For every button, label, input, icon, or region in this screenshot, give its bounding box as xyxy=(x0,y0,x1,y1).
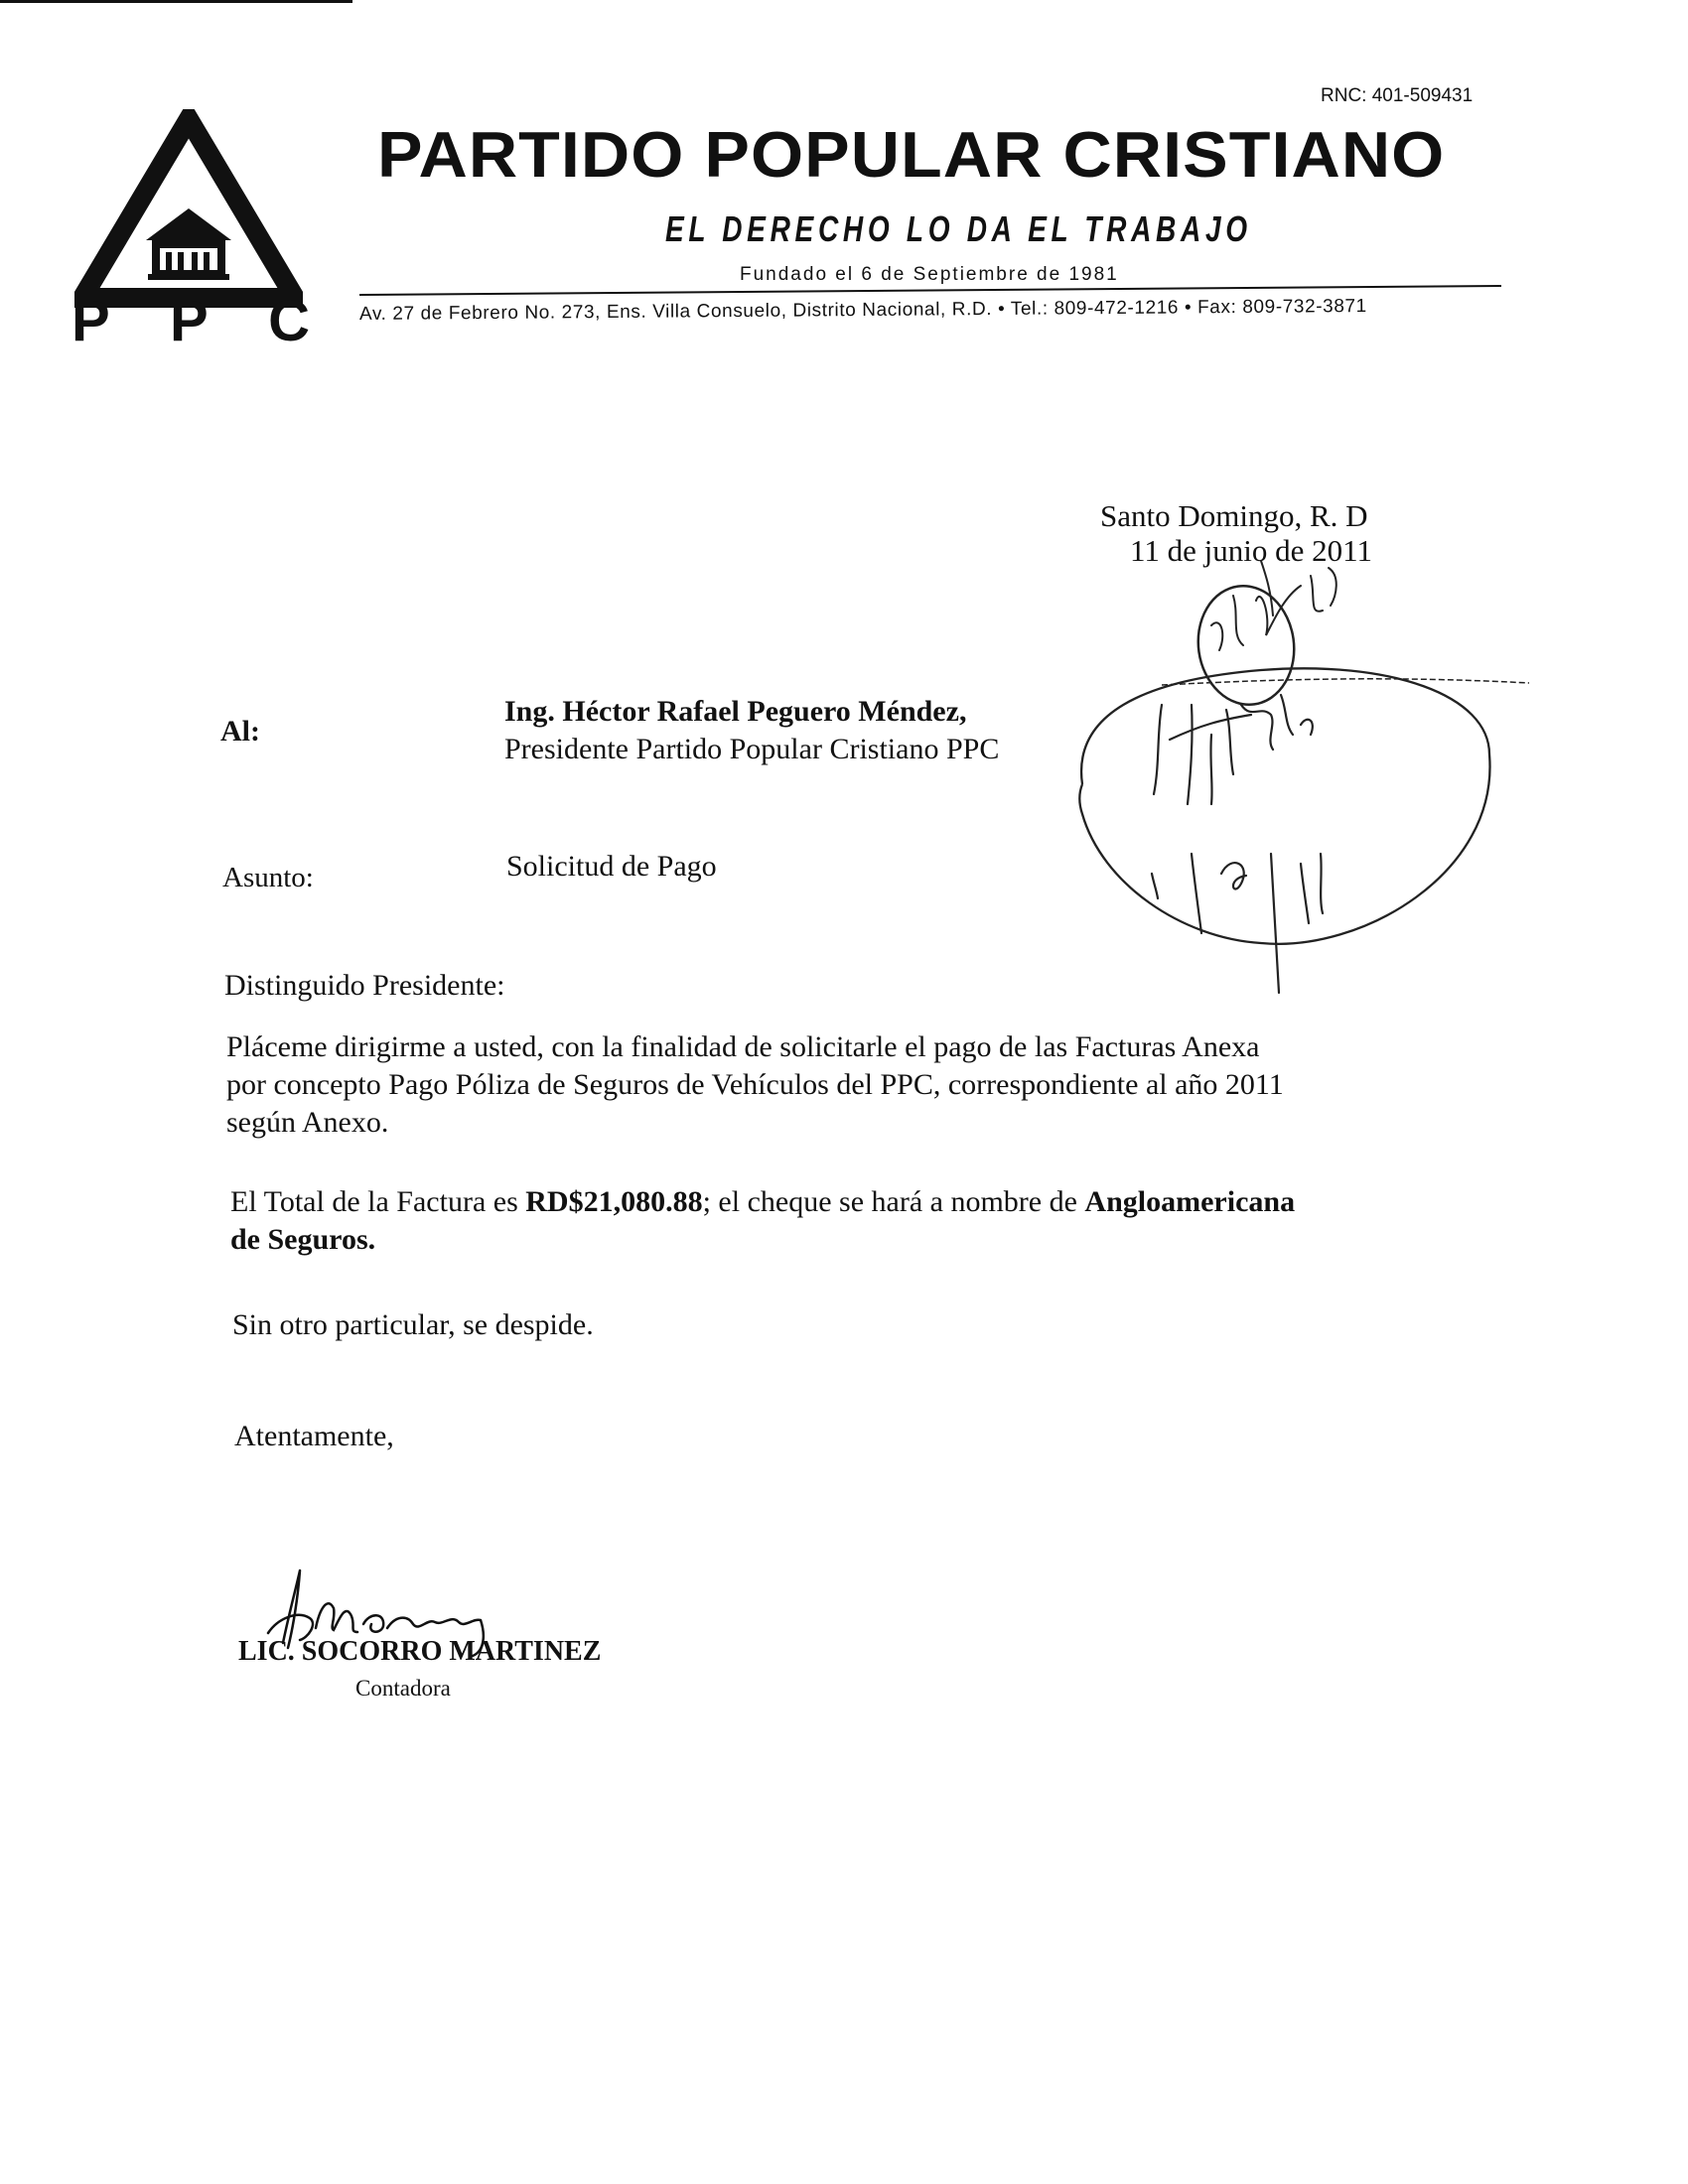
logo-letter: C xyxy=(268,289,310,353)
paragraph-request xyxy=(226,1028,1284,1142)
subject-label: Asunto: xyxy=(222,862,314,893)
letter-place: Santo Domingo, R. D xyxy=(1100,498,1368,533)
signer-name: LIC. SOCORRO MARTINEZ xyxy=(238,1636,602,1667)
letterhead-rule xyxy=(359,285,1501,296)
paragraph-line: Pláceme dirigirme a usted, con la finalidad de solicitarle el pago de las Facturas Anexa xyxy=(226,1030,1260,1063)
handwritten-annotation-scribble xyxy=(1062,556,1539,1032)
greeting: Distinguido Presidente: xyxy=(224,969,505,1002)
regards: Atentamente, xyxy=(234,1420,394,1452)
payee-name: Angloamericana xyxy=(1084,1185,1296,1218)
recipient-name: Ing. Héctor Rafael Peguero Méndez, xyxy=(504,695,967,728)
letter-date: 11 de junio de 2011 xyxy=(1130,533,1372,568)
logo-letter: P xyxy=(170,289,209,353)
founded-date: Fundado el 6 de Septiembre de 1981 xyxy=(740,264,1119,285)
payee-name-cont: de Seguros. xyxy=(230,1223,376,1256)
payee-intro: ; el cheque se hará a nombre de xyxy=(702,1185,1085,1218)
logo-letter: P xyxy=(71,289,110,353)
paragraph-line xyxy=(230,1183,1295,1221)
logo-letters xyxy=(71,288,310,354)
rnc-number: RNC: 401-509431 xyxy=(1321,85,1474,106)
paragraph-total xyxy=(230,1183,1295,1259)
paragraph-line xyxy=(230,1221,1295,1259)
signer-role: Contadora xyxy=(355,1676,451,1701)
to-label: Al: xyxy=(220,715,260,748)
paragraph-line: por concepto Pago Póliza de Seguros de Vehículos del PPC, correspondiente al año 2011 xyxy=(226,1068,1284,1101)
party-name: PARTIDO POPULAR CRISTIANO xyxy=(377,118,1446,191)
closing: Sin otro particular, se despide. xyxy=(232,1308,594,1341)
total-intro: El Total de la Factura es xyxy=(230,1185,526,1218)
paragraph-line: según Anexo. xyxy=(226,1106,389,1139)
subject: Solicitud de Pago xyxy=(506,850,717,883)
party-motto: EL DERECHO LO DA EL TRABAJO xyxy=(665,208,1252,249)
top-edge-line xyxy=(0,0,352,3)
recipient-title: Presidente Partido Popular Cristiano PPC xyxy=(504,733,1000,765)
house-icon xyxy=(146,208,231,280)
total-amount: RD$21,080.88 xyxy=(525,1185,703,1218)
letterhead-address: Av. 27 de Febrero No. 273, Ens. Villa Consuelo, Distrito Nacional, R.D. • Tel.: 809-472-1216 • Fax: 809-732-3871 xyxy=(358,296,1367,325)
